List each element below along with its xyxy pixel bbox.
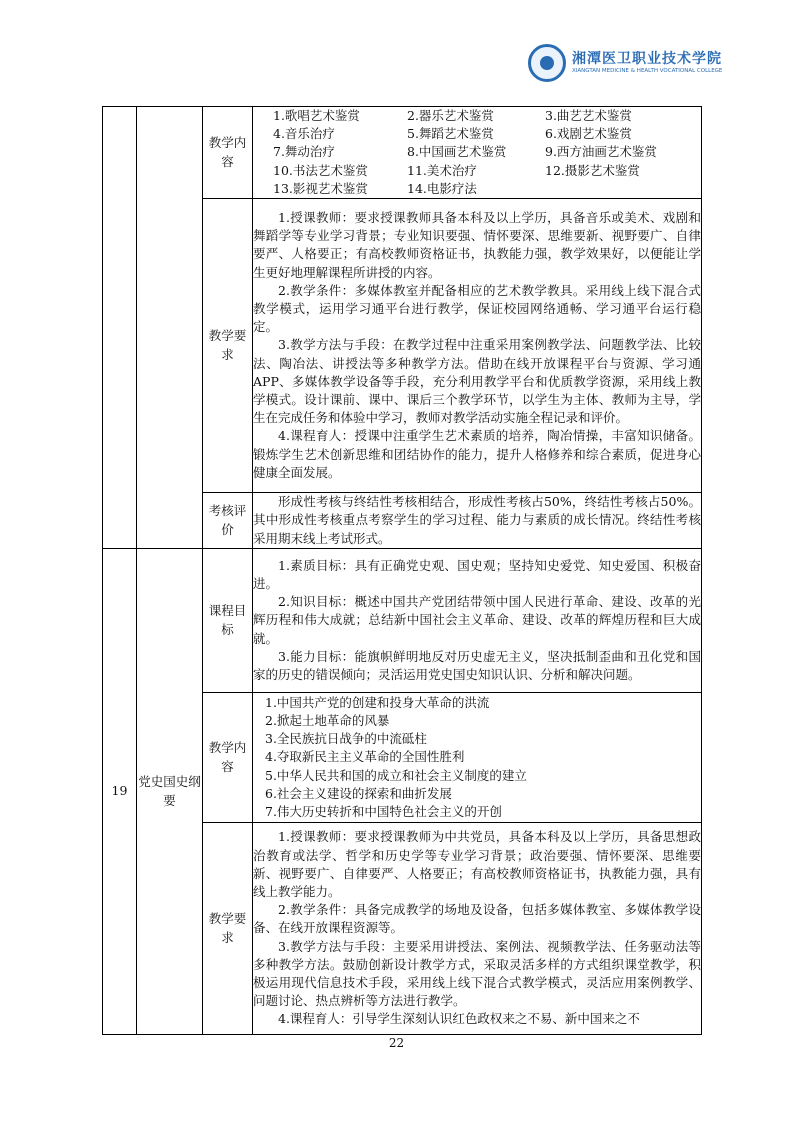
paragraph: 2.教学条件：多媒体教室并配备相应的艺术教学教具。采用线上线下混合式教学模式，运用学习通平台进行教学，保证校园网络通畅、学习通平台运行稳定。 — [253, 282, 701, 335]
list-item: 8.中国画艺术鉴赏 — [407, 144, 507, 160]
list-item: 4.夺取新民主主义革命的全国性胜利 — [265, 749, 465, 765]
paragraph: 1.素质目标：具有正确党史观、国史观；坚持知史爱党、知史爱国、积极奋进。 — [253, 557, 701, 591]
prev-number-cell — [103, 107, 137, 549]
paragraph: 4.课程育人：引导学生深刻认识红色政权来之不易、新中国来之不 — [278, 1011, 640, 1027]
requirement-label: 教学要求 — [203, 199, 253, 493]
list-item: 11.美术治疗 — [407, 162, 477, 178]
evaluation-text: 形成性考核与终结性考核相结合，形成性考核占50%，终结性考核占50%。其中形成性考核重点考察学生的学习过程、能力与素质的成长情况。终结性考核采用期末线上考试形式。 — [253, 494, 701, 546]
list-item: 2.掀起土地革命的风暴 — [265, 713, 390, 728]
paragraph: 2.知识目标：概述中国共产党团结带领中国人民进行革命、建设、改革的光辉历程和伟大成就；总结新中国社会主义革命、建设、改革的辉煌历程和巨大成就。 — [253, 594, 701, 646]
content-list — [253, 107, 701, 198]
list-item: 14.电影疗法 — [407, 180, 477, 196]
table-row — [103, 107, 702, 199]
paragraph: 3.教学方法与手段：在教学过程中注重采用案例教学法、问题教学法、比较法、陶冶法、讲授法等多种教学方法。借助在线开放课程平台与资源、学习通APP、多媒体教学设备等手段，充分利用教学平台和优质教学资源，采用线上教学模式。设计课前、课中、课后三个教学环节，以学生为主体、教师为主导，学生在完成任务和体验中学习，教师对教学活动实施全程记录和评价。 — [253, 337, 701, 426]
list-item: 2.器乐艺术鉴赏 — [407, 108, 494, 123]
list-item: 5.中华人民共和国的成立和社会主义制度的建立 — [265, 767, 527, 783]
paragraph: 2.教学条件：具备完成教学的场地及设备，包括多媒体教室、多媒体教学设备、在线开放课程资源等。 — [253, 902, 701, 936]
list-item: 12.摄影艺术鉴赏 — [545, 162, 640, 178]
evaluation-label: 考核评价 — [203, 493, 253, 549]
list-item: 13.影视艺术鉴赏 — [273, 180, 368, 196]
requirement-text — [253, 199, 702, 493]
list-item: 6.社会主义建设的探索和曲折发展 — [265, 785, 452, 801]
paragraph: 1.授课教师：要求授课教师具备本科及以上学历，具备音乐或美术、戏剧和舞蹈学等专业学习背景；专业知识要强、情怀要深、思维要新、视野要广、自律要严、人格要正；有高校教师资格证书，执教能力强，教学效果好，以便能让学生更好地理解课程所讲授的内容。 — [253, 209, 701, 280]
list-item: 1.歌唱艺术鉴赏 — [273, 108, 360, 123]
goal-text — [253, 549, 702, 693]
prev-course-cell — [137, 107, 203, 549]
paragraph: 1.授课教师：要求授课教师为中共党员，具备本科及以上学历，具备思想政治教育或法学、哲学和历史学等专业学习背景；政治要强、情怀要深、思维要新、视野要广、自律要严、人格要正；有高校教师资格证书，执教能力强，具有线上教学能力。 — [253, 829, 701, 899]
list-item: 3.全民族抗日战争的中流砥柱 — [265, 731, 427, 747]
list-item: 5.舞蹈艺术鉴赏 — [407, 126, 494, 142]
list-item: 6.戏剧艺术鉴赏 — [545, 126, 632, 142]
list-item: 9.西方油画艺术鉴赏 — [545, 144, 657, 160]
paragraph: 4.课程育人：授课中注重学生艺术素质的培养，陶冶情操，丰富知识储备。锻炼学生艺术创新思维和团结协作的能力，提升人格修养和综合素质，促进身心健康全面发展。 — [253, 428, 701, 480]
list-item: 1.中国共产党的创建和投身大革命的洪流 — [265, 694, 490, 710]
logo-chinese-name: 湘潭医卫职业技术学院 — [572, 51, 722, 67]
college-emblem-icon — [528, 44, 566, 82]
course-table — [102, 106, 702, 1035]
course-number: 19 — [103, 549, 137, 1035]
list-item: 7.伟大历史转折和中国特色社会主义的开创 — [265, 804, 502, 820]
logo-english-name: XIANGTAN MEDICINE & HEALTH VOCATIONAL COLLEGE — [572, 68, 723, 74]
college-logo — [528, 44, 723, 84]
list-item: 3.曲艺艺术鉴赏 — [545, 108, 632, 123]
list-item: 10.书法艺术鉴赏 — [273, 162, 368, 178]
content-label: 教学内容 — [203, 107, 253, 199]
requirement-text — [253, 823, 702, 1035]
goal-label: 课程目标 — [203, 549, 253, 693]
list-item: 7.舞动治疗 — [273, 144, 335, 160]
page-number: 22 — [388, 1036, 405, 1050]
course-name: 党史国史纲要 — [137, 549, 203, 1035]
list-item: 4.音乐治疗 — [273, 126, 335, 142]
paragraph: 3.能力目标：能旗帜鲜明地反对历史虚无主义，坚决抵制歪曲和丑化党和国家的历史的错误倾向；灵活运用党史国史知识认识、分析和解决问题。 — [253, 648, 701, 683]
content-list — [253, 693, 702, 823]
paragraph: 3.教学方法与手段：主要采用讲授法、案例法、视频教学法、任务驱动法等多种教学方法。鼓励创新设计教学方式，采取灵活多样的方式组织课堂教学，积极运用现代信息技术手段，采用线上线下混合式教学模式，灵活应用案例教学、问题讨论、热点辨析等方法进行教学。 — [253, 938, 701, 1009]
table-row — [103, 549, 702, 693]
content-label: 教学内容 — [203, 693, 253, 823]
requirement-label: 教学要求 — [203, 823, 253, 1035]
